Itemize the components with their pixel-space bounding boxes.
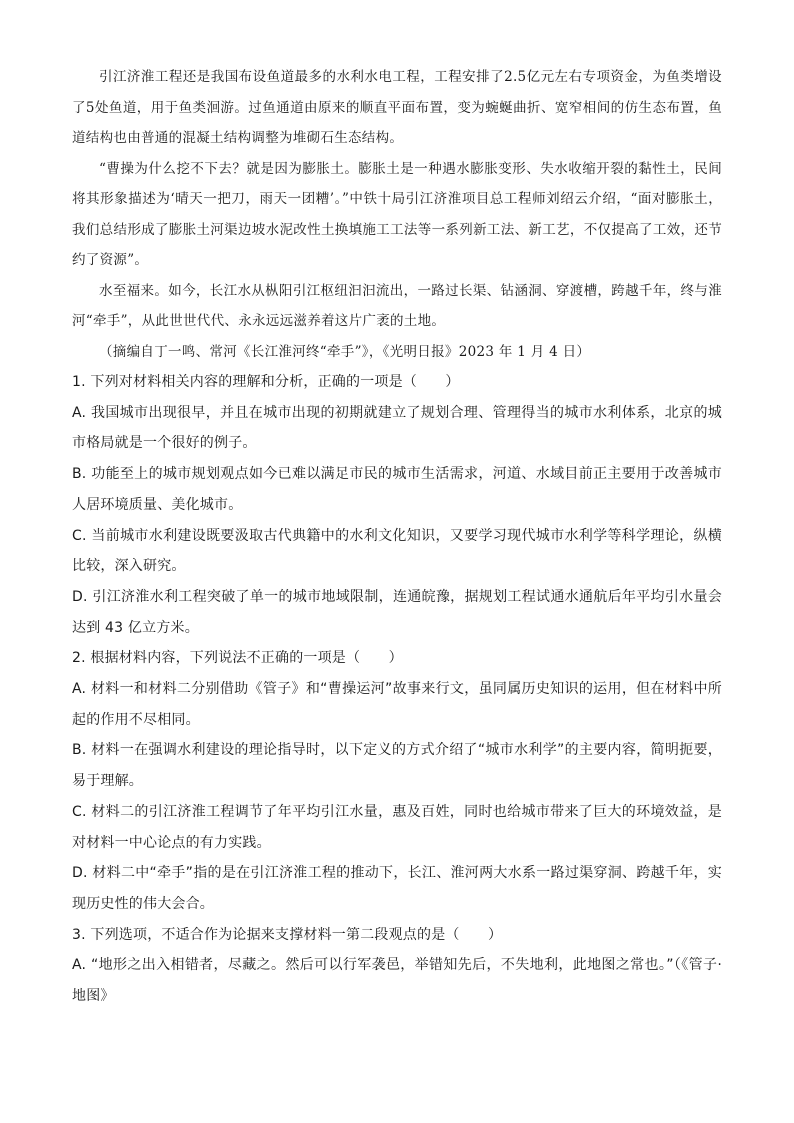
question-stem: 2. 根据材料内容，下列说法不正确的一项是（ ） (72, 650, 403, 667)
question-3 (72, 920, 722, 1012)
question-1 (72, 367, 722, 643)
passage-paragraph-2: “曹操为什么挖不下去？就是因为膨胀土。膨胀土是一种遇水膨胀变形、失水收缩开裂的黏性土，民间将其形象描述为‘晴天一把刀，雨天一团糟’。”中铁十局引江济淮项目总工程师刘绍云介绍，“面对膨胀土，我们总结形成了膨胀土河渠边坡水泥改性土换填施工工法等一系列新工法、新工艺，不仅提高了工效，还节约了资源”。 (72, 160, 722, 268)
question-option-c: C. 当前城市水利建设既要汲取古代典籍中的水利文化知识，又要学习现代城市水利学等科学理论，纵横比较，深入研究。 (72, 527, 722, 575)
question-option-b: B. 功能至上的城市规划观点如今已难以满足市民的城市生活需求，河道、水域目前正主要用于改善城市人居环境质量、美化城市。 (72, 466, 722, 513)
question-option-c: C. 材料二的引江济淮工程调节了年平均引江水量，惠及百姓，同时也给城市带来了巨大的环境效益，是对材料一中心论点的有力实践。 (72, 803, 722, 851)
passage-source-citation: （摘编自丁一鸣、常河《长江淮河终“牵手”》，《光明日报》2023 年 1 月 4 日） (99, 343, 591, 360)
question-option-a: A. “地形之出入相错者，尽藏之。然后可以行军袭邑，举错知先后，不失地利，此地图之常也。”（《管子·地图》 (72, 957, 722, 1005)
document-page (72, 62, 722, 1012)
question-stem: 3. 下列选项，不适合作为论据来支撑材料一第二段观点的是（ ） (72, 926, 503, 943)
question-option-a: A. 我国城市出现很早，并且在城市出现的初期就建立了规划合理、管理得当的城市水利体系，北京的城市格局就是一个很好的例子。 (72, 404, 722, 452)
question-option-a: A. 材料一和材料二分别借助《管子》和“曹操运河”故事来行文，虽同属历史知识的运用，但在材料中所起的作用不尽相同。 (72, 681, 722, 728)
passage-paragraph-3: 水至福来。如今，长江水从枞阳引江枢纽汩汩流出，一路过长渠、钻涵洞、穿渡槽，跨越千年，终与淮河“牵手”，从此世世代代、永永远远滋养着这片广袤的土地。 (72, 282, 722, 329)
question-option-d: D. 材料二中“牵手”指的是在引江济淮工程的推动下，长江、淮河两大水系一路过渠穿洞、跨越千年，实现历史性的伟大会合。 (72, 865, 722, 912)
question-option-d: D. 引江济淮水利工程突破了单一的城市地域限制，连通皖豫，据规划工程试通水通航后年平均引水量会达到 43 亿立方米。 (72, 588, 722, 636)
passage-paragraph-1: 引江济淮工程还是我国布设鱼道最多的水利水电工程，工程安排了2.5亿元左右专项资金，为鱼类增设了5处鱼道，用于鱼类洄游。过鱼通道由原来的顺直平面布置，变为蜿蜒曲折、宽窄相间的仿生态布置，鱼道结构也由普通的混凝土结构调整为堆砌石生态结构。 (72, 69, 722, 146)
reading-passage (72, 62, 722, 367)
question-list (72, 367, 722, 1012)
question-option-b: B. 材料一在强调水利建设的理论指导时，以下定义的方式介绍了“城市水利学”的主要内容，简明扼要，易于理解。 (72, 742, 722, 790)
question-2 (72, 643, 722, 919)
question-stem: 1. 下列对材料相关内容的理解和分析，正确的一项是（ ） (72, 374, 460, 390)
